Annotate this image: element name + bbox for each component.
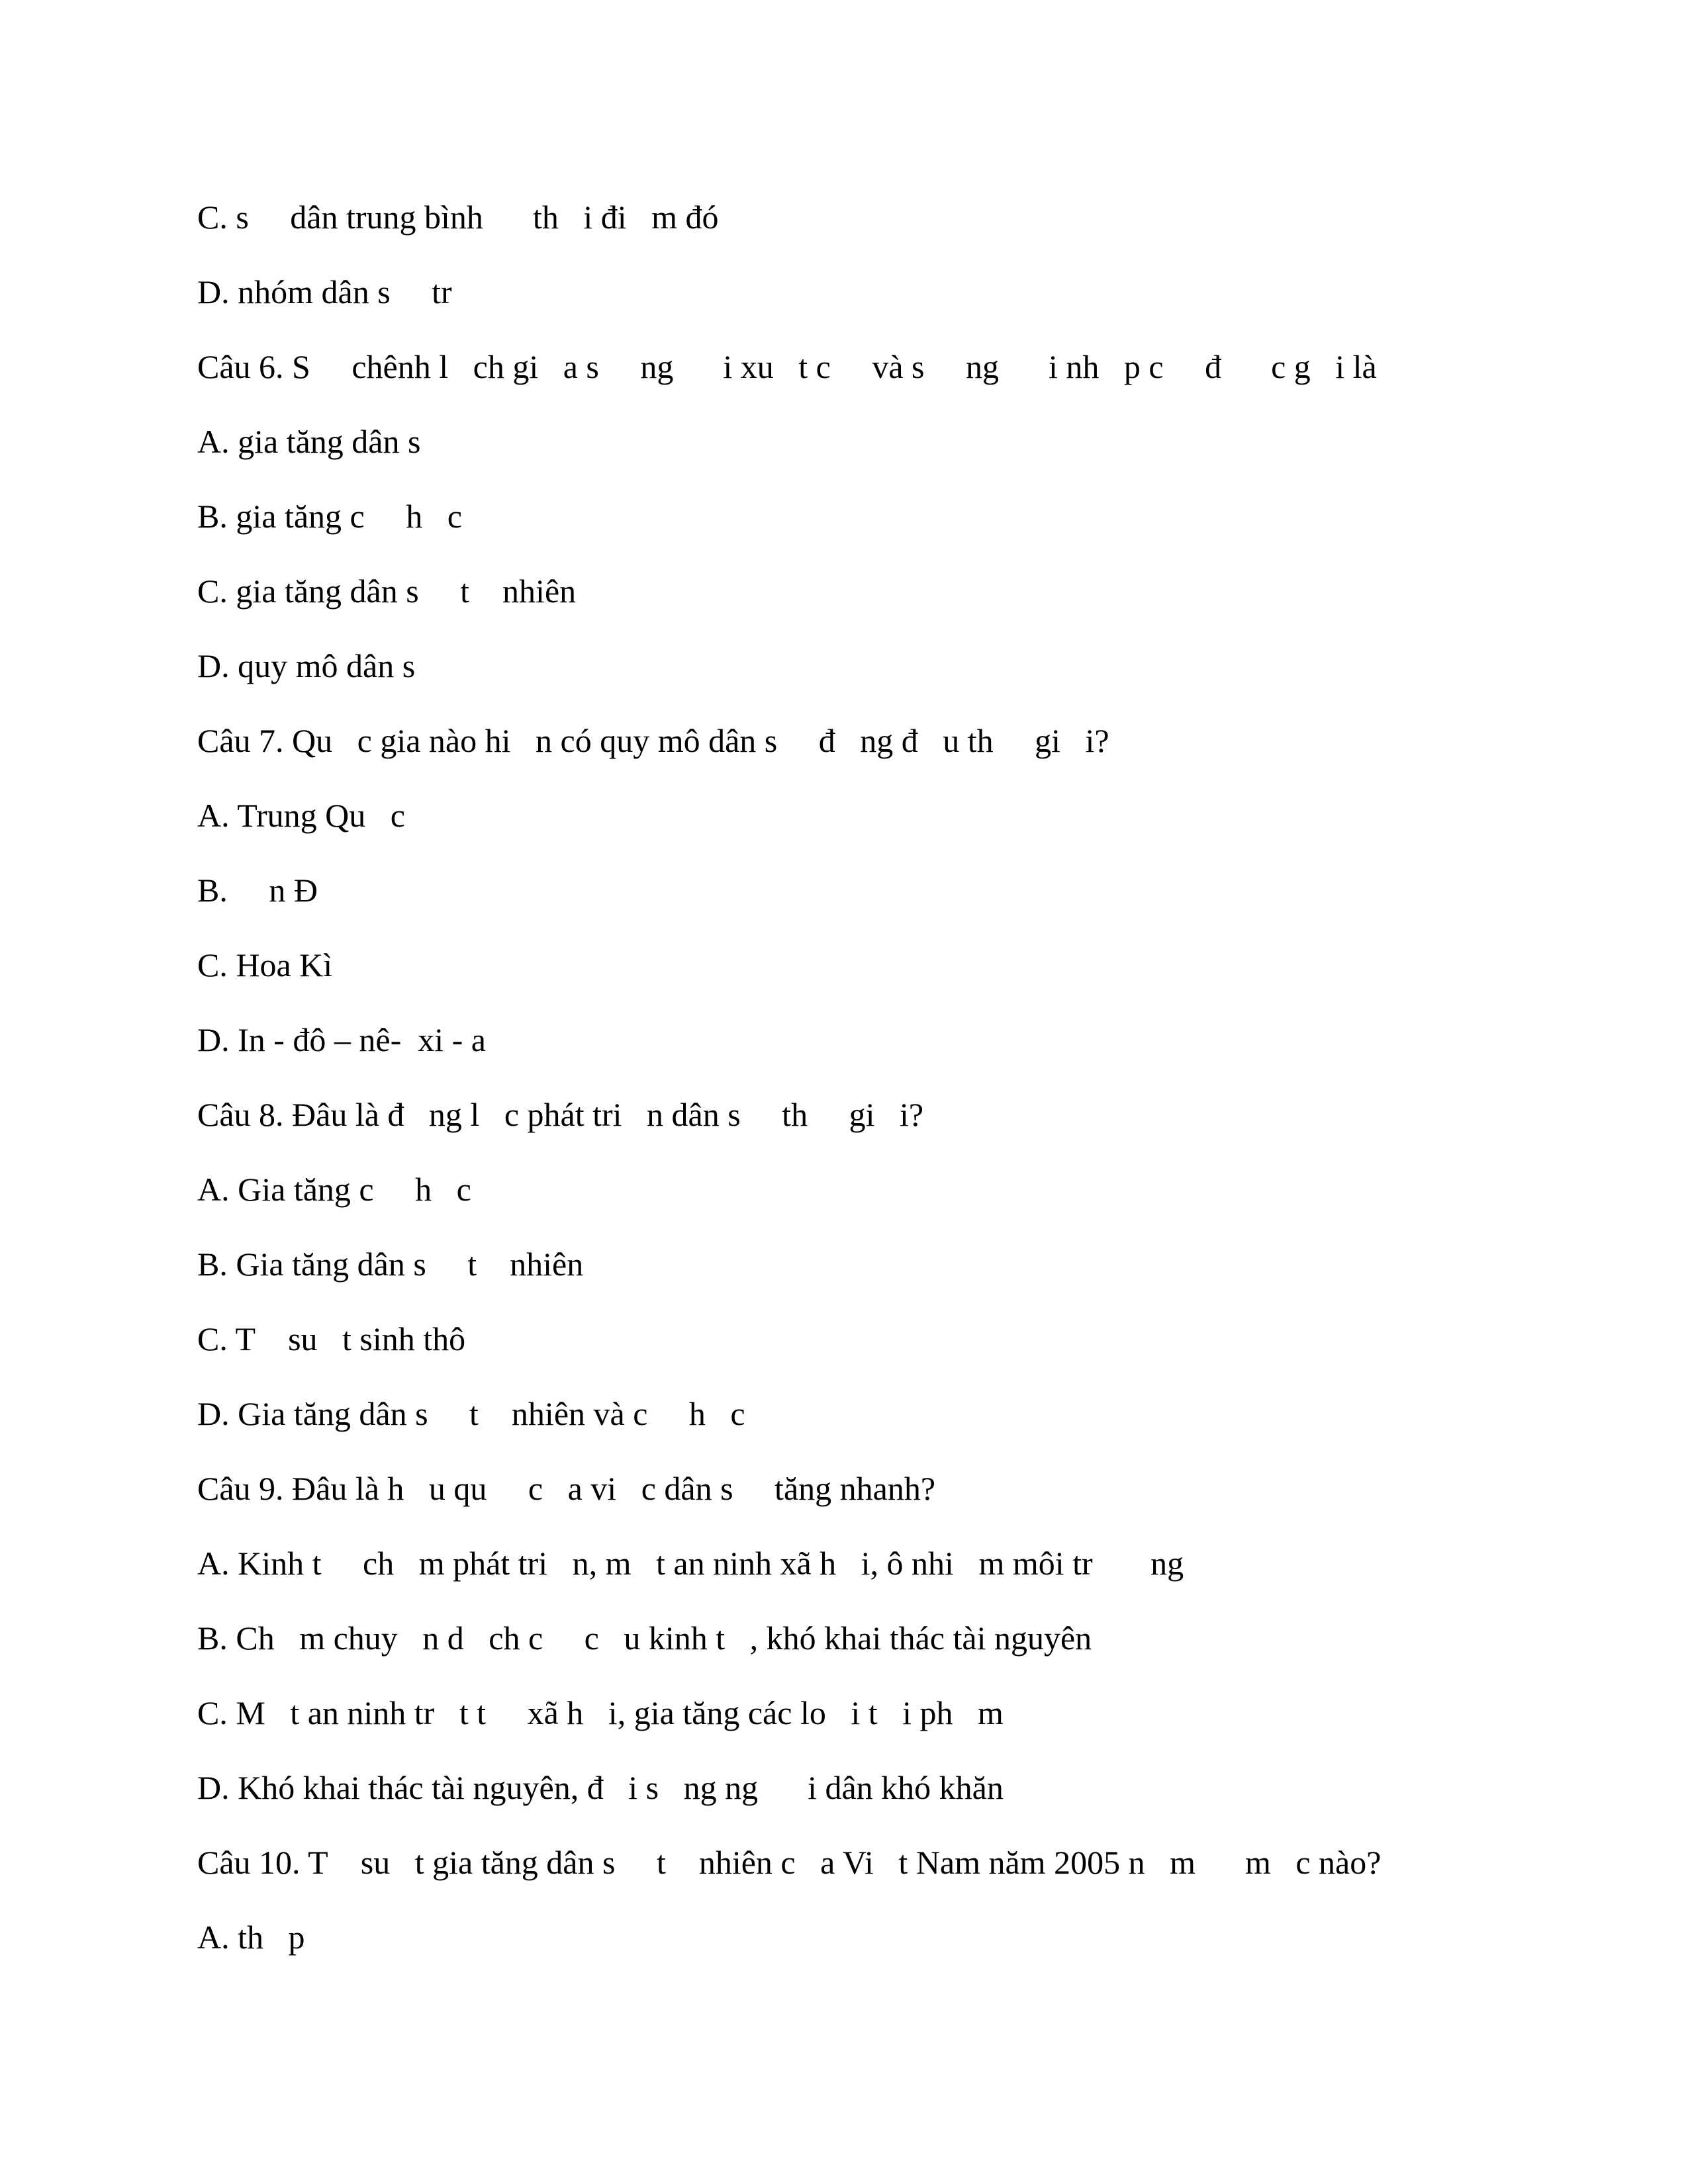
option-b-q8: B. Gia tăng dân s t nhiên [197,1246,584,1283]
option-a-q9: A. Kinh t ch m phát tri n, m t an ninh xã h i, ô nhi m môi tr ng [197,1545,1184,1582]
option-c-q8: C. T su t sinh thô [197,1320,466,1357]
option-b-q7: B. n Đ [197,872,318,909]
option-b-q6: B. gia tăng c h c [197,498,462,535]
option-c-q7: C. Hoa Kì [197,946,333,983]
option-c-q6: C. gia tăng dân s t nhiên [197,572,577,610]
option-d-q7: D. In - đô – nê- xi - a [197,1021,486,1058]
question-8: Câu 8. Đâu là đ ng l c phát tri n dân s th gi i? [197,1096,924,1133]
question-10: Câu 10. T su t gia tăng dân s t nhiên c a Vi t Nam năm 2005 n m m c nào? [197,1844,1382,1881]
option-a-q10: A. th p [197,1919,305,1956]
question-9: Câu 9. Đâu là h u qu c a vi c dân s tăng nhanh? [197,1470,936,1507]
option-c-q9: C. M t an ninh tr t t xã h i, gia tăng các lo i t i ph m [197,1694,1004,1731]
option-d-q6: D. quy mô dân s [197,647,416,684]
option-d-q9: D. Khó khai thác tài nguyên, đ i s ng ng i dân khó khăn [197,1769,1004,1806]
question-7: Câu 7. Qu c gia nào hi n có quy mô dân s đ ng đ u th gi i? [197,722,1109,759]
question-6: Câu 6. S chênh l ch gi a s ng i xu t c và s ng i nh p c đ c g i là [197,348,1377,385]
option-a-q6: A. gia tăng dân s [197,423,421,460]
option-a-q7: A. Trung Qu c [197,797,405,834]
option-d-q5: D. nhóm dân s tr [197,273,452,310]
option-c-q5: C. s dân trung bình th i đi m đó [197,199,719,236]
option-d-q8: D. Gia tăng dân s t nhiên và c h c [197,1395,745,1432]
option-a-q8: A. Gia tăng c h c [197,1171,471,1208]
option-b-q9: B. Ch m chuy n d ch c c u kinh t , khó khai thác tài nguyên [197,1619,1092,1657]
